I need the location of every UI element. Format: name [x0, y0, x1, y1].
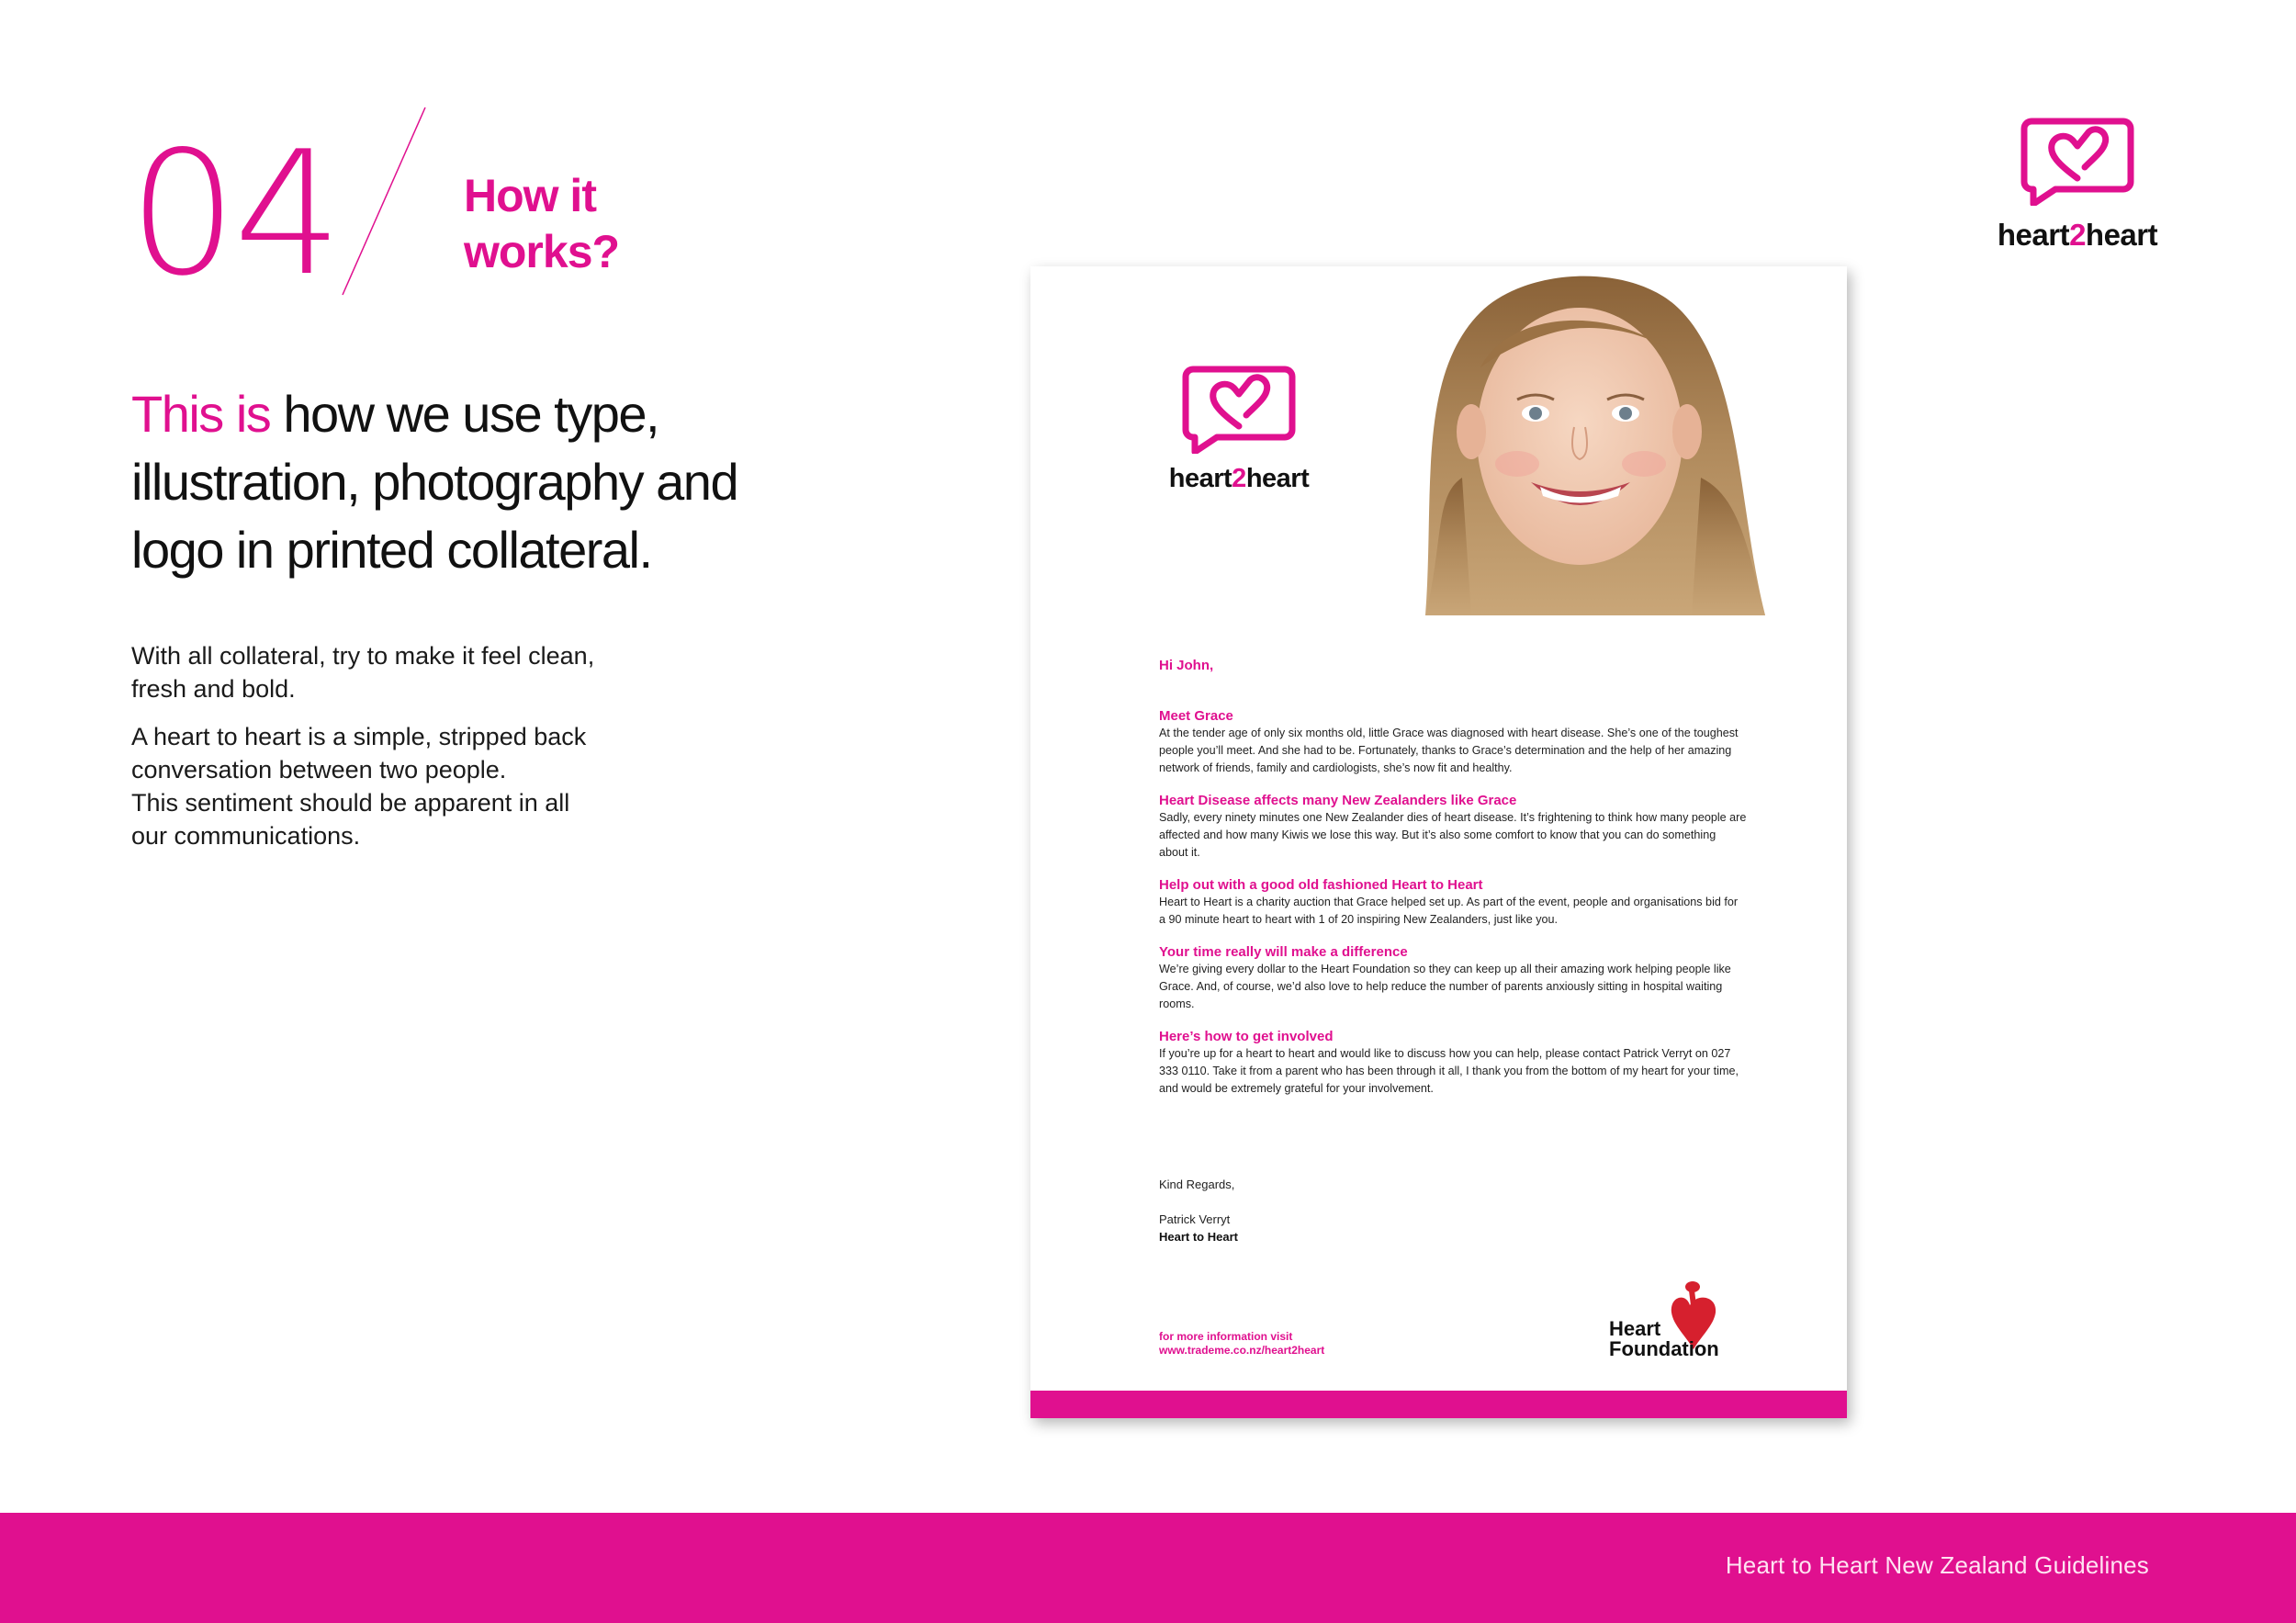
section-title-line: How it: [464, 170, 596, 221]
letter-section: [1159, 792, 1747, 862]
letter-section-text: We’re giving every dollar to the Heart Foundation so they can keep up all their amazing work helping people like Grace. And, of course, we’d also love to help reduce the number of parents anxiously sitting in hospital waiting rooms.: [1159, 963, 1731, 1010]
letter-mockup: [1030, 266, 1847, 1418]
body-line: fresh and bold.: [131, 675, 296, 703]
intro-statement: [131, 380, 829, 584]
letter-body: [1159, 657, 1747, 1112]
wordmark-part: heart: [1997, 218, 2070, 252]
letter-wordmark: [1156, 464, 1322, 494]
letter-brand-logo: [1156, 366, 1322, 494]
letter-section-heading: Help out with a good old fashioned Heart to Heart: [1159, 877, 1483, 893]
body-line: This sentiment should be apparent in all: [131, 789, 570, 817]
body-paragraph: [131, 720, 646, 852]
letter-section-text: Sadly, every ninety minutes one New Zealander dies of heart disease. It’s frightening to think how many people are affected and how many Kiwis we lose this way. But it’s also some comfort to know that you can do something about it.: [1159, 811, 1747, 859]
wordmark-two: 2: [2069, 218, 2086, 252]
wordmark-two: 2: [1232, 464, 1246, 493]
intro-accent: This is: [131, 385, 271, 443]
intro-text: how we use type, illustration, photography and logo in printed collateral.: [131, 385, 738, 579]
speech-bubble-heart-icon: [1182, 366, 1296, 454]
section-title: [464, 168, 619, 280]
section-number: 04: [129, 114, 339, 313]
signer-name: Patrick Verryt: [1159, 1212, 1231, 1226]
body-line: With all collateral, try to make it feel clean,: [131, 642, 595, 670]
brand-logo: [1995, 118, 2160, 253]
heart-foundation-wordmark: [1609, 1319, 1719, 1359]
signer-org: Heart to Heart: [1159, 1230, 1238, 1244]
body-copy: [131, 639, 646, 867]
letter-section-heading: Your time really will make a difference: [1159, 944, 1408, 960]
letter-section: [1159, 1028, 1747, 1098]
partner-line: Heart: [1609, 1317, 1661, 1340]
section-title-line: works?: [464, 226, 620, 277]
letter-section-text: If you’re up for a heart to heart and would like to discuss how you can help, please contact Patrick Verryt on 027 333 0110. Take it from a parent who has been through it all, I thank you from the bottom of my heart for your time, and would be extremely grateful for your involvement.: [1159, 1047, 1739, 1095]
footer-band: [0, 1513, 2296, 1623]
more-info-url: www.trademe.co.nz/heart2heart: [1159, 1344, 1325, 1357]
divider-slash: [340, 106, 432, 299]
wordmark-part: heart: [1245, 464, 1310, 493]
body-line: our communications.: [131, 822, 361, 850]
letter-footer-band: [1030, 1391, 1847, 1418]
letter-section-heading: Heart Disease affects many New Zealanders like Grace: [1159, 793, 1517, 808]
partner-line: Foundation: [1609, 1337, 1719, 1360]
speech-bubble-heart-icon: [2020, 118, 2134, 206]
letter-section: [1159, 943, 1747, 1013]
footer-text: Heart to Heart New Zealand Guidelines: [1725, 1551, 2149, 1579]
body-line: conversation between two people.: [131, 756, 507, 783]
more-info-label: for more information visit: [1159, 1330, 1293, 1343]
more-info: [1159, 1330, 1324, 1358]
wordmark-part: heart: [1168, 464, 1232, 493]
letter-section-text: Heart to Heart is a charity auction that Grace helped set up. As part of the event, people and organisations bid for a 90 minute heart to heart with 1 of 20 inspiring New Zealanders, just like you.: [1159, 896, 1739, 926]
child-portrait-photo: [1370, 266, 1784, 615]
letter-signoff: [1159, 1176, 1238, 1245]
body-line: A heart to heart is a simple, stripped back: [131, 723, 587, 750]
letter-section-heading: Here’s how to get involved: [1159, 1029, 1334, 1044]
letter-section: [1159, 876, 1747, 929]
letter-section-heading: Meet Grace: [1159, 708, 1233, 724]
body-paragraph: [131, 639, 646, 705]
letter-section: [1159, 707, 1747, 777]
letter-section-text: At the tender age of only six months old, little Grace was diagnosed with heart disease. She’s one of the toughest people you’ll meet. And she had to be. Fortunately, thanks to Grace’s determination and the help of her amazing network of friends, family and cardiologists, she’s now fit and healthy.: [1159, 727, 1739, 774]
letter-greeting: Hi John,: [1159, 658, 1214, 673]
wordmark-part: heart: [2085, 218, 2158, 252]
brand-wordmark: [1995, 218, 2160, 253]
signoff-text: Kind Regards,: [1159, 1178, 1235, 1191]
